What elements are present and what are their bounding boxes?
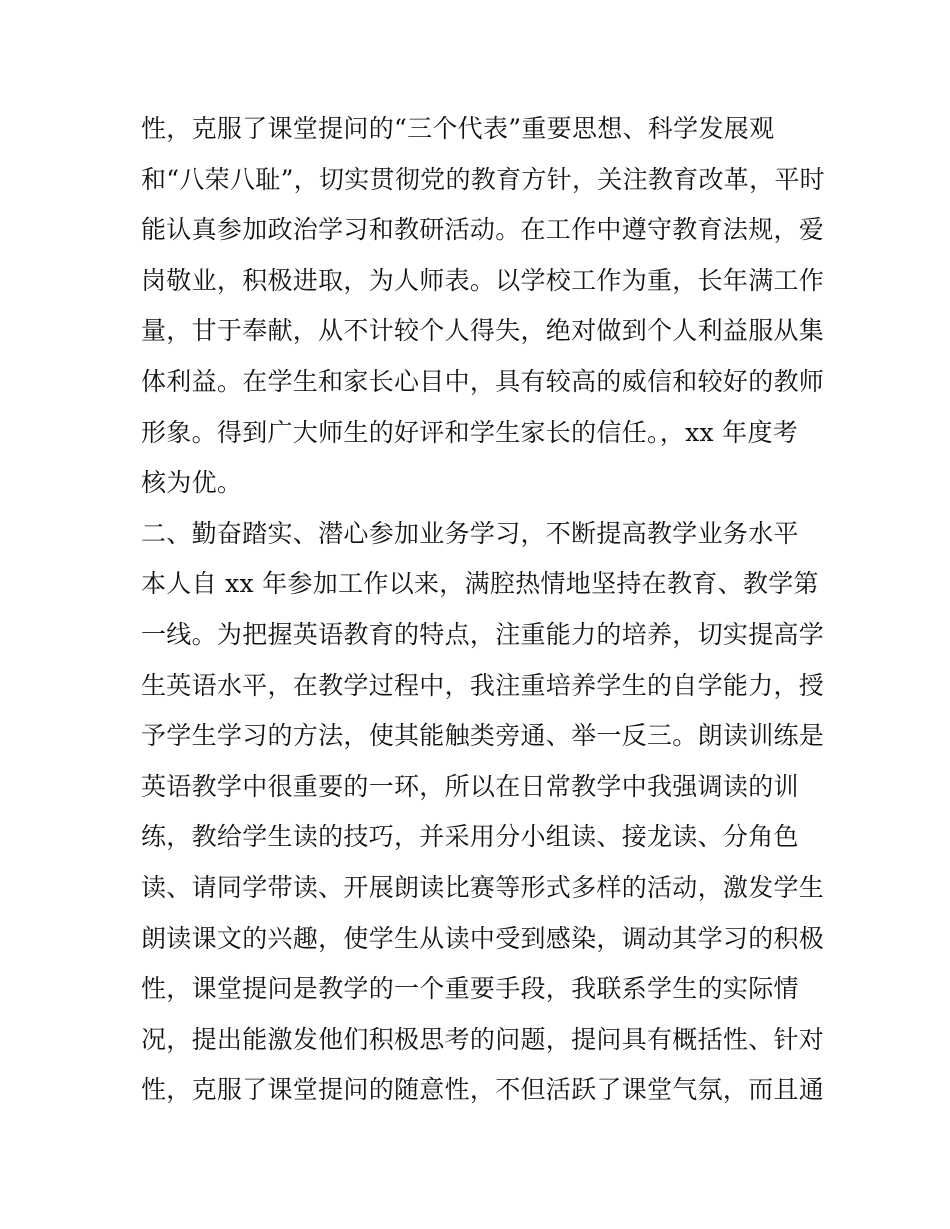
text-line: 况，提出能激发他们积极思考的问题，提问具有概括性、针对	[141, 1024, 825, 1054]
text-line: 形象。得到广大师生的好评和学生家长的信任。，xx 年度考	[141, 417, 799, 447]
text-line: 性，克服了课堂提问的随意性，不但活跃了课堂气氛，而且通	[141, 1075, 825, 1105]
section-heading: 二、勤奋踏实、潜心参加业务学习，不断提高教学业务水平	[141, 518, 799, 548]
text-line: 予学生学习的方法，使其能触类旁通、举一反三。朗读训练是	[141, 721, 825, 751]
text-line: 量，甘于奉献，从不计较个人得失，绝对做到个人利益服从集	[141, 316, 825, 346]
text-line: 和“八荣八耻”，切实贯彻党的教育方针，关注教育改革，平时	[141, 164, 825, 194]
text-line: 朗读课文的兴趣，使学生从读中受到感染，调动其学习的积极	[141, 923, 825, 953]
text-line: 英语教学中很重要的一环，所以在日常教学中我强调读的训	[141, 771, 799, 801]
text-line: 岗敬业，积极进取，为人师表。以学校工作为重，长年满工作	[141, 265, 825, 295]
text-line: 生英语水平，在教学过程中，我注重培养学生的自学能力，授	[141, 670, 825, 700]
text-line: 性，课堂提问是教学的一个重要手段，我联系学生的实际情	[141, 974, 799, 1004]
text-line: 练，教给学生读的技巧，并采用分小组读、接龙读、分角色	[141, 822, 799, 852]
text-line: 性，克服了课堂提问的“三个代表”重要思想、科学发展观	[141, 114, 775, 143]
text-line: 读、请同学带读、开展朗读比赛等形式多样的活动，激发学生	[141, 872, 825, 902]
body-text	[141, 104, 841, 1116]
text-line: 一线。为把握英语教育的特点，注重能力的培养，切实提高学	[141, 619, 825, 649]
text-line: 本人自 xx 年参加工作以来，满腔热情地坚持在教育、教学第	[141, 569, 819, 599]
text-line: 体利益。在学生和家长心目中，具有较高的威信和较好的教师	[141, 366, 825, 396]
text-line: 核为优。	[141, 468, 243, 498]
text-line: 能认真参加政治学习和教研活动。在工作中遵守教育法规，爱	[141, 215, 825, 245]
